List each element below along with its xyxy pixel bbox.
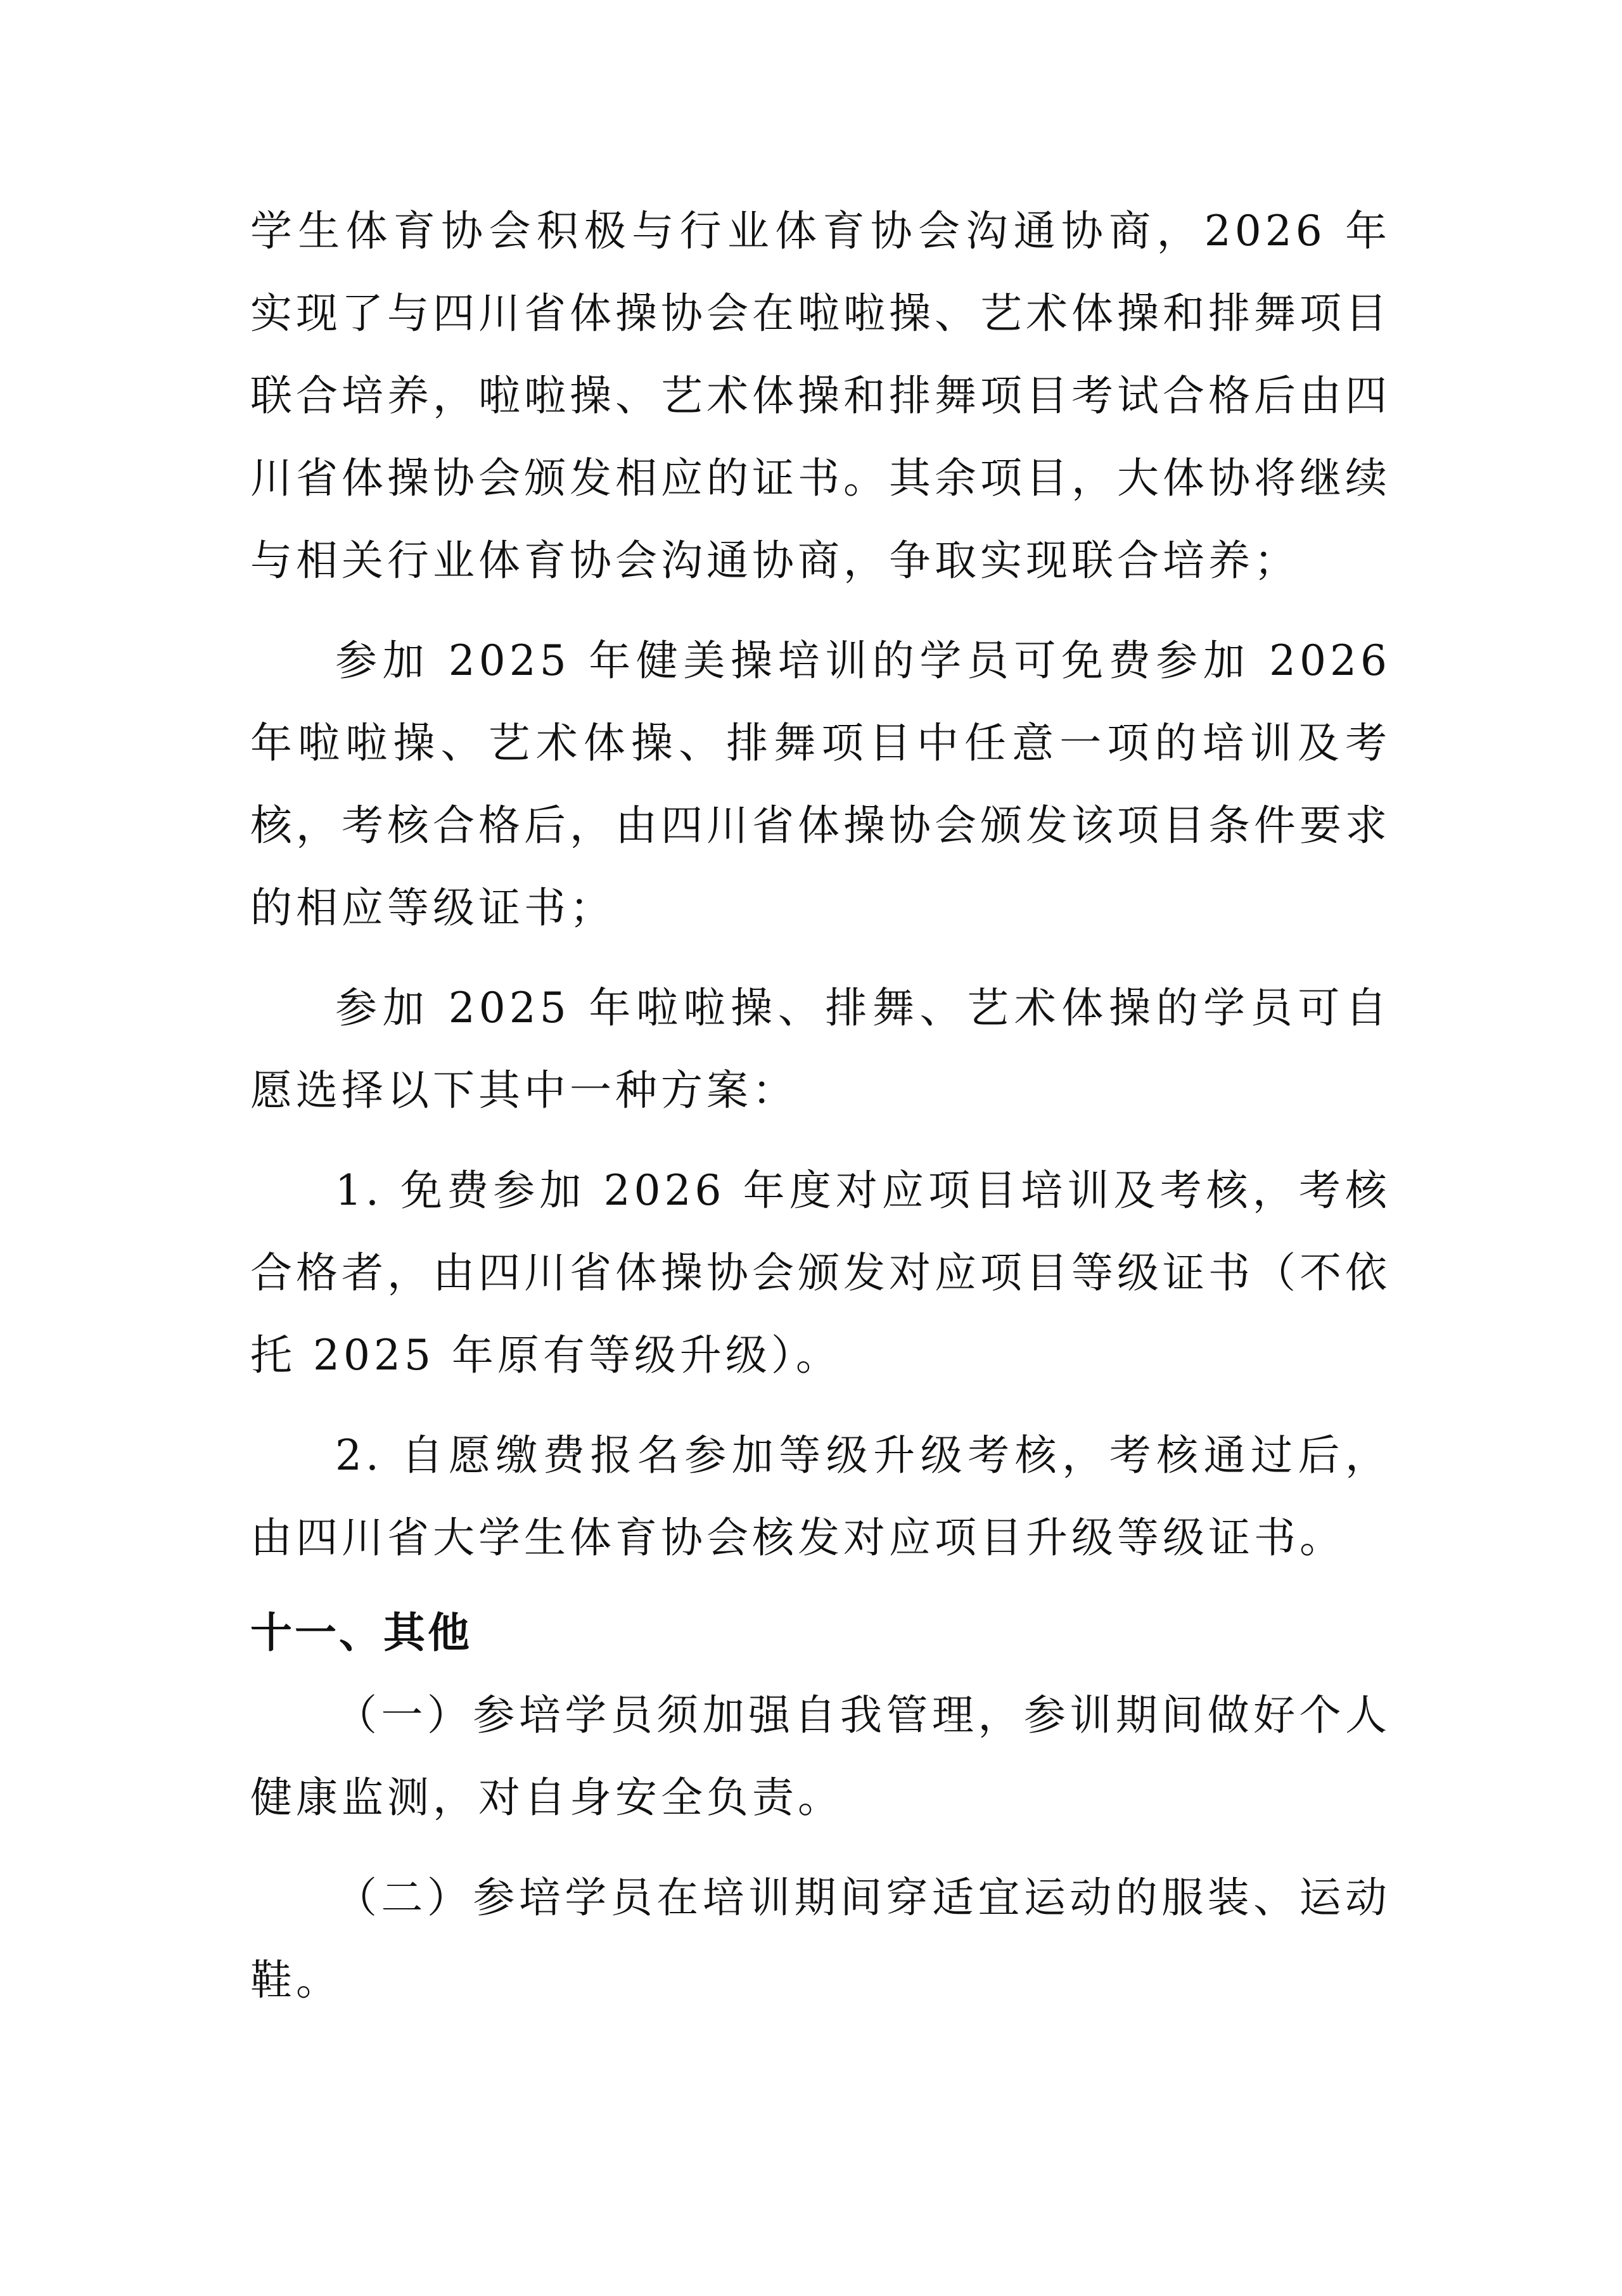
section-heading-other: 十一、其他: [250, 1608, 472, 1657]
other-item-2: （二）参培学员在培训期间穿适宜运动的服装、运动鞋。: [250, 1873, 1391, 2004]
paragraph-options-intro: 参加 2025 年啦啦操、排舞、艺术体操的学员可自愿选择以下其中一种方案：: [250, 984, 1391, 1115]
option-1: 1. 免费参加 2026 年度对应项目培训及考核，考核合格者，由四川省体操协会颁发对应项目等级证书（不依托 2025 年原有等级升级）。: [250, 1166, 1391, 1380]
paragraph-joint-training: 学生体育协会积极与行业体育协会沟通协商，2026 年实现了与四川省体操协会在啦啦操、艺术体操和排舞项目联合培养，啦啦操、艺术体操和排舞项目考试合格后由四川省体操协会颁发相应的证书。其余项目，大体协将继续与相关行业体育协会沟通协商，争取实现联合培养；: [250, 207, 1391, 585]
paragraph-aerobics-students: 参加 2025 年健美操培训的学员可免费参加 2026 年啦啦操、艺术体操、排舞项目中任意一项的培训及考核，考核合格后，由四川省体操协会颁发该项目条件要求的相应等级证书；: [250, 636, 1391, 932]
other-item-1: （一）参培学员须加强自我管理，参训期间做好个人健康监测，对自身安全负责。: [250, 1691, 1391, 1822]
option-2: 2. 自愿缴费报名参加等级升级考核，考核通过后，由四川省大学生体育协会核发对应项目升级等级证书。: [250, 1431, 1391, 1562]
document-body: [250, 190, 1391, 2022]
